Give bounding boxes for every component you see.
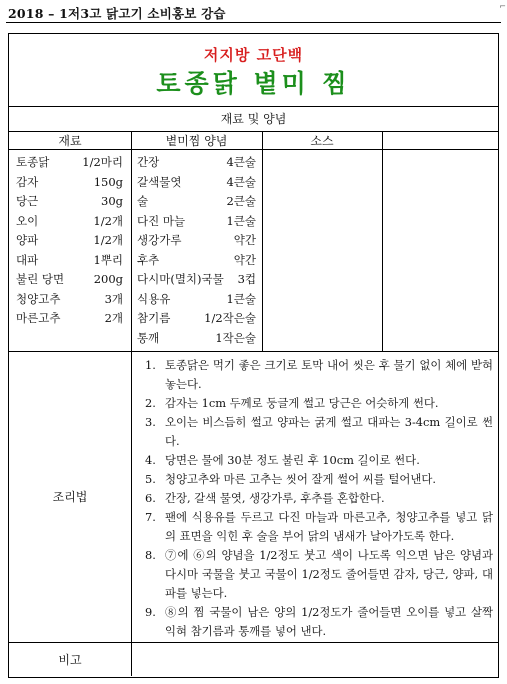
list-item: 당근 30g bbox=[16, 194, 123, 208]
step-item: 9. ⑧의 찜 국물이 남은 양의 1/2정도가 줄어들면 오이를 넣고 살짝 익혀 참기름과 통깨를 넣어 낸다. bbox=[145, 605, 493, 638]
ingredient-list bbox=[16, 153, 123, 329]
method-steps bbox=[143, 356, 493, 641]
list-item: 양파 1/2개 bbox=[16, 233, 123, 247]
list-item: 다시마(멸치)국물 3컵 bbox=[137, 272, 256, 286]
method-label: 조리법 bbox=[52, 490, 88, 504]
list-item: 참기름 1/2작은술 bbox=[137, 311, 256, 325]
list-item: 오이 1/2개 bbox=[16, 213, 123, 228]
notes-field[interactable] bbox=[131, 642, 497, 676]
list-item: 식용유 1큰술 bbox=[137, 291, 256, 306]
step-item: 6. 간장, 갈색 물엿, 생강가루, 후추를 혼합한다. bbox=[145, 491, 385, 505]
recipe-subtitle: 저지방 고단백 bbox=[203, 46, 304, 64]
list-item: 생강가루 약간 bbox=[137, 233, 256, 247]
list-item: 청양고추 3개 bbox=[16, 291, 123, 306]
list-item: 마른고추 2개 bbox=[16, 311, 123, 325]
step-item: 5. 청양고추와 마른 고추는 씻어 잘게 썰어 씨를 털어낸다. bbox=[145, 472, 437, 486]
list-item: 토종닭 1/2마리 bbox=[16, 155, 123, 169]
list-item: 간장 4큰술 bbox=[137, 155, 256, 169]
notes-label: 비고 bbox=[58, 652, 82, 667]
recipe-title: 토종닭 볕미 찜 bbox=[156, 69, 351, 98]
step-item: 3. 오이는 비스듬히 썰고 양파는 굵게 썰고 대파는 3-4cm 길이로 썬다. bbox=[145, 415, 493, 448]
list-item: 불린 당면 200g bbox=[16, 272, 123, 286]
rule-col-2 bbox=[262, 131, 263, 351]
header-rule bbox=[6, 22, 501, 23]
step-item: 1. 토종닭은 먹기 좋은 크기로 토막 내어 씻은 후 물기 없이 체에 받혀 놓는다. bbox=[145, 358, 493, 391]
list-item: 대파 1뿌리 bbox=[16, 252, 123, 267]
rule-col-1 bbox=[131, 131, 132, 676]
list-item: 통깨 1작은술 bbox=[137, 330, 256, 345]
rule-col-3 bbox=[382, 131, 383, 351]
column-header-ingredients: 재료 bbox=[58, 133, 82, 148]
rule-columns bbox=[9, 149, 498, 150]
title-block bbox=[9, 34, 498, 106]
list-item: 갈색물엿 4큰술 bbox=[137, 174, 256, 189]
list-item: 후추 약간 bbox=[137, 252, 256, 267]
step-item: 4. 당면은 물에 30분 정도 불린 후 10cm 길이로 썬다. bbox=[145, 453, 420, 467]
step-item: 2. 감자는 1cm 두께로 둥글게 썰고 당근은 어슷하게 썬다. bbox=[145, 396, 439, 410]
step-item: 8. ⑦에 ⑥의 양념을 1/2정도 붓고 색이 나도록 익으면 남은 양념과 다시마 국물을 붓고 국물이 1/2정도 줄어들면 감자, 당근, 양파, 대파를 넣는다. bbox=[145, 548, 493, 600]
list-item: 다진 마늘 1큰술 bbox=[137, 213, 256, 228]
list-item: 감자 150g bbox=[16, 174, 123, 189]
section-header: 재료 및 양념 bbox=[220, 112, 287, 126]
document-header: 2018 – 1저3고 닭고기 소비홍보 강습 bbox=[8, 6, 226, 21]
column-header-seasoning: 볕미찜 양념 bbox=[165, 133, 228, 148]
corner-mark: ⌐ bbox=[499, 2, 506, 11]
seasoning-list bbox=[137, 153, 256, 348]
recipe-sheet bbox=[8, 33, 499, 678]
step-item: 7. 팬에 식용유를 두르고 다진 마늘과 마른고추, 청양고추를 넣고 닭의 표면을 익힌 후 술을 부어 닭의 냄새가 날아가도록 한다. bbox=[145, 510, 493, 543]
list-item: 술 2큰술 bbox=[137, 194, 256, 208]
column-header-sauce: 소스 bbox=[310, 133, 334, 148]
